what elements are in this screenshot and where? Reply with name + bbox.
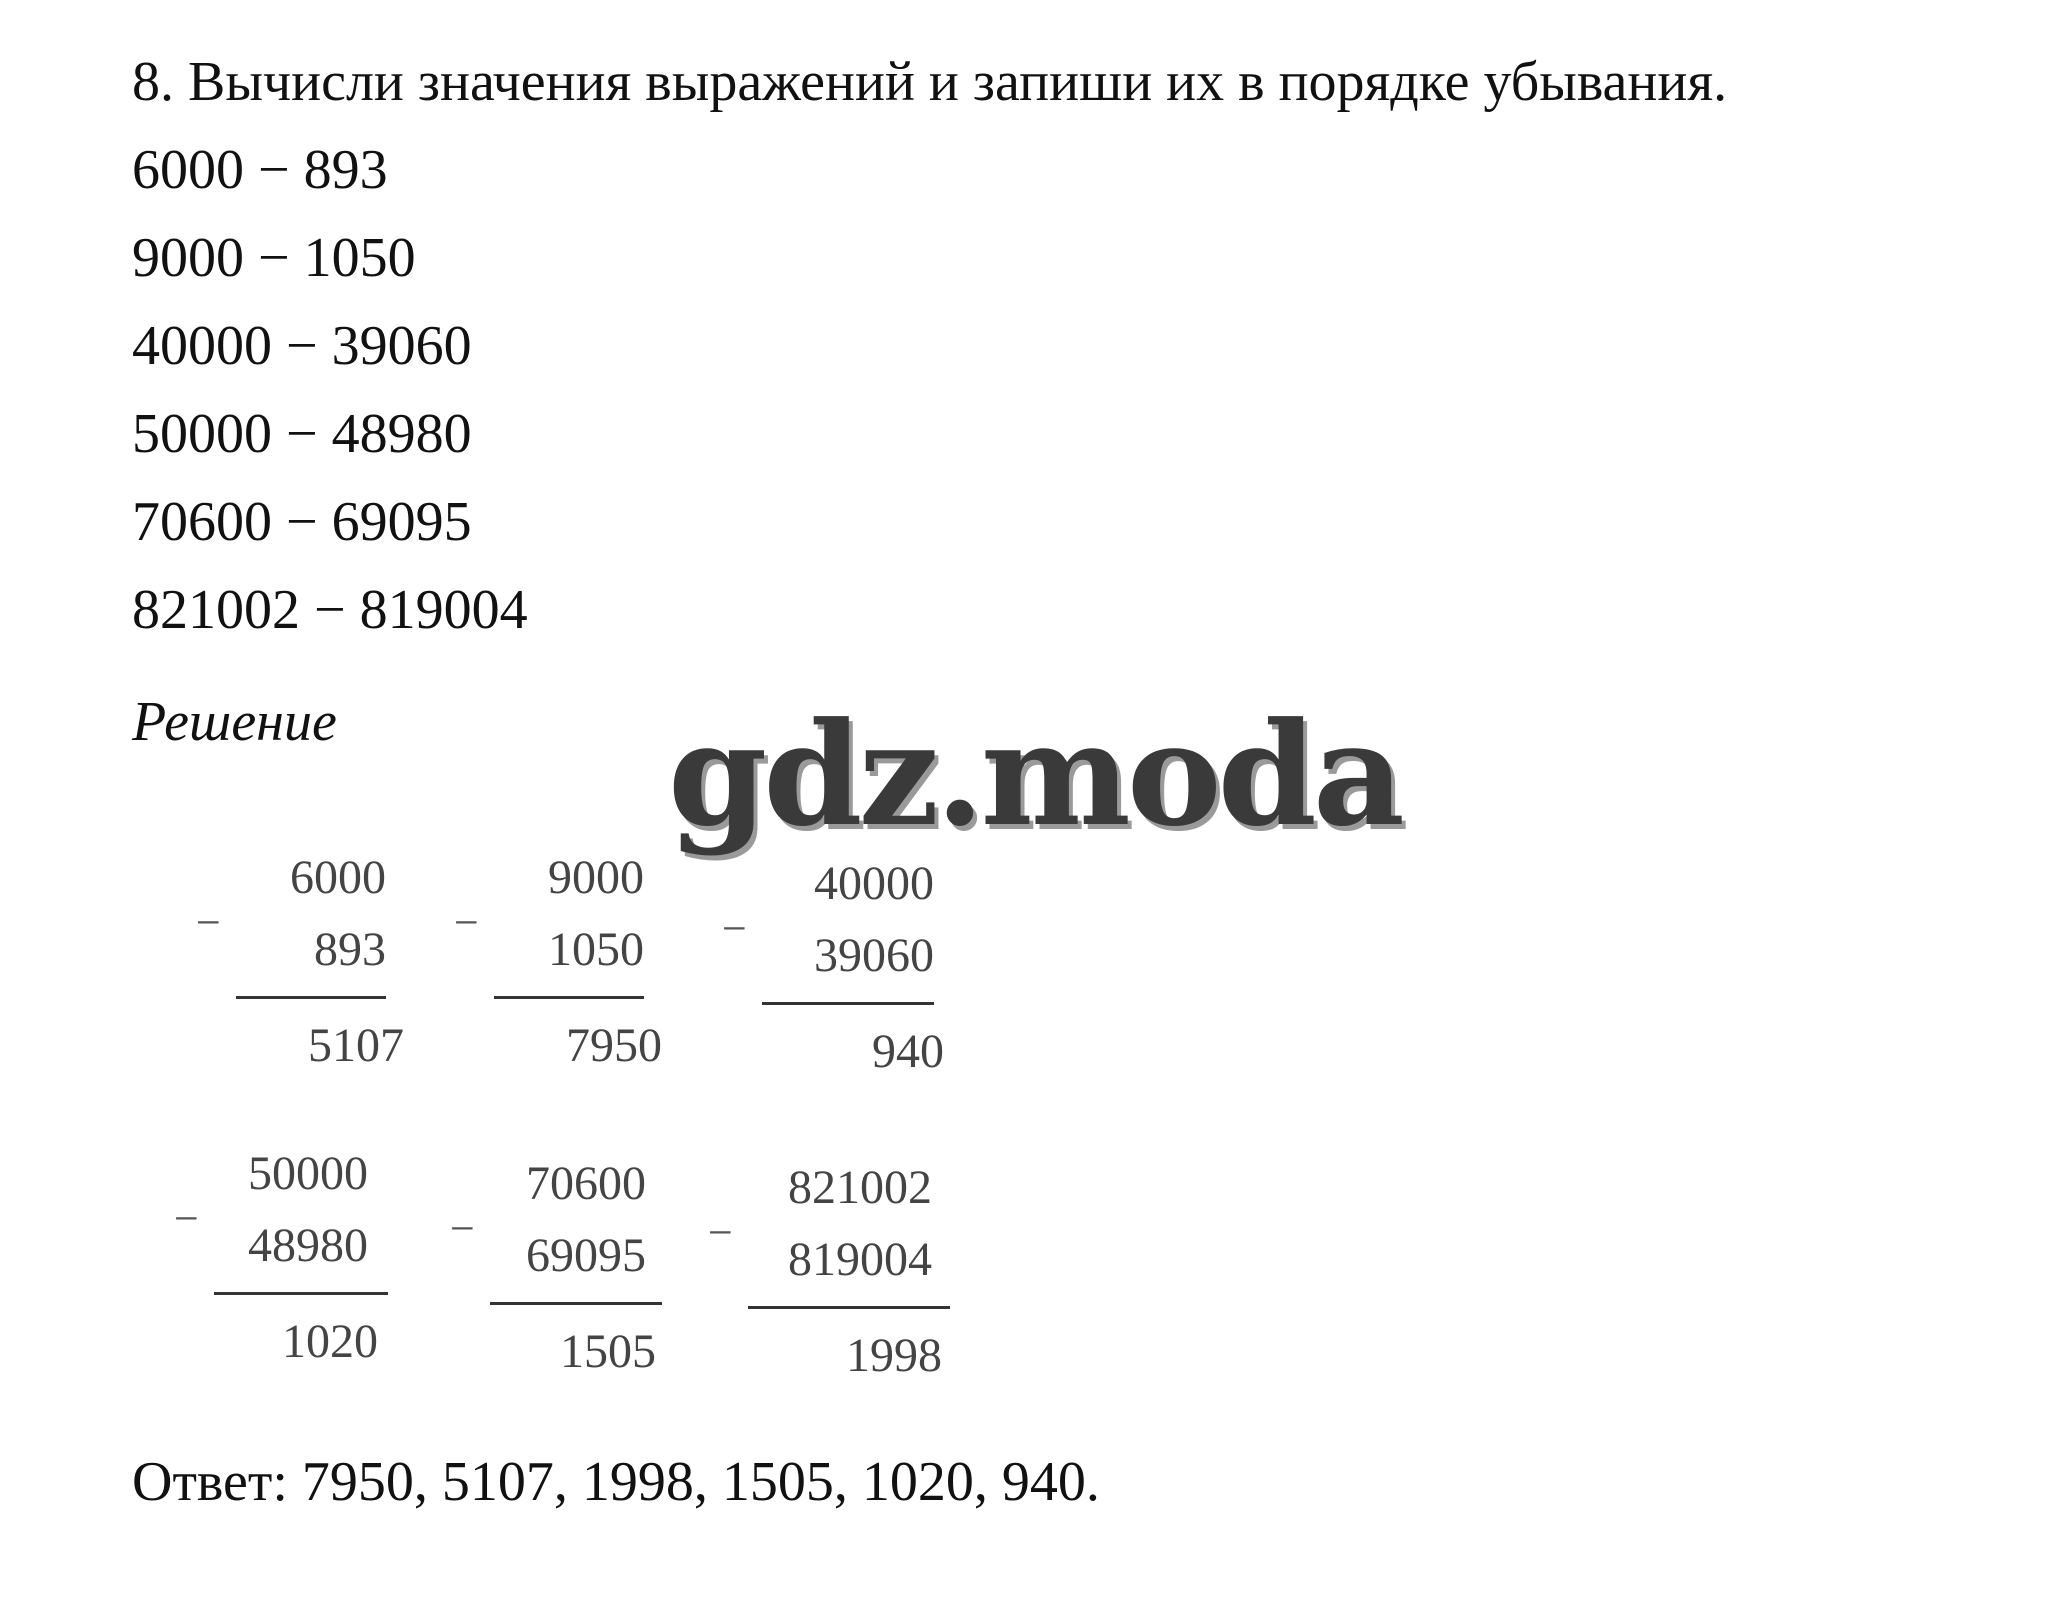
solution-heading: Решение: [132, 691, 337, 753]
minuend: 9000: [548, 851, 644, 904]
column-subtraction: [454, 850, 662, 1090]
result-line: [748, 1306, 950, 1309]
minus-sign: −: [450, 1204, 475, 1253]
subtrahend: 1050: [548, 923, 644, 976]
subtrahend: 48980: [248, 1219, 368, 1272]
minus-sign: −: [454, 898, 479, 947]
difference: 1020: [282, 1315, 378, 1368]
minuend: 6000: [290, 851, 386, 904]
column-subtraction: [196, 850, 404, 1090]
minuend: 40000: [814, 857, 934, 910]
expression-item: 70600 − 69095: [132, 491, 472, 553]
watermark-logo: gdz.moda: [668, 692, 1401, 858]
subtrahend: 893: [314, 923, 386, 976]
minus-sign: −: [722, 904, 747, 953]
result-line: [490, 1302, 662, 1305]
minuend: 50000: [248, 1147, 368, 1200]
expression-item: 821002 − 819004: [132, 579, 528, 641]
result-line: [762, 1002, 934, 1005]
subtrahend: 69095: [526, 1229, 646, 1282]
expression-item: 9000 − 1050: [132, 227, 416, 289]
difference: 5107: [308, 1019, 404, 1072]
difference: 1998: [846, 1329, 942, 1382]
result-line: [494, 996, 644, 999]
difference: 7950: [566, 1019, 662, 1072]
minus-sign: −: [196, 898, 221, 947]
expression-list: [132, 138, 528, 666]
expression-item: 40000 − 39060: [132, 315, 472, 377]
minus-sign: −: [174, 1194, 199, 1243]
expression-item: 50000 − 48980: [132, 403, 472, 465]
difference: 1505: [560, 1325, 656, 1378]
column-subtraction: [708, 1160, 950, 1400]
subtrahend: 819004: [788, 1233, 932, 1286]
expression-item: 6000 − 893: [132, 139, 388, 201]
result-line: [236, 996, 386, 999]
result-line: [214, 1292, 388, 1295]
minuend: 70600: [526, 1157, 646, 1210]
column-subtraction: [722, 856, 944, 1096]
minuend: 821002: [788, 1161, 932, 1214]
column-subtraction: [450, 1156, 662, 1396]
subtrahend: 39060: [814, 929, 934, 982]
answer-line: Ответ: 7950, 5107, 1998, 1505, 1020, 940.: [132, 1451, 1100, 1513]
column-subtraction: [174, 1146, 388, 1386]
difference: 940: [872, 1025, 944, 1078]
minus-sign: −: [708, 1208, 733, 1257]
task-title: 8. Вычисли значения выражений и запиши их в порядке убывания.: [132, 51, 1728, 113]
